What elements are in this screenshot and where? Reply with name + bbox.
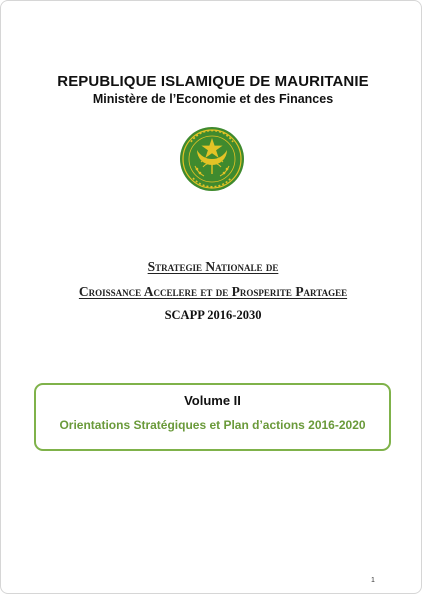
volume-box [34,383,391,451]
mauritania-seal-icon [179,126,245,192]
volume-subtitle: Orientations Stratégiques et Plan d’actions 2016-2020 [59,418,366,432]
country-heading: REPUBLIQUE ISLAMIQUE DE MAURITANIE [57,73,369,90]
strategy-code: SCAPP 2016-2030 [164,308,262,322]
page-number: 1 [371,577,375,584]
strategy-title-line2: Croissance Accelere et de Prosperite Partagee [78,284,348,299]
strategy-title-line1: Strategie Nationale de [147,259,279,274]
volume-title: Volume II [184,393,241,408]
ministry-heading: Ministère de l’Economie et des Finances [92,92,334,106]
